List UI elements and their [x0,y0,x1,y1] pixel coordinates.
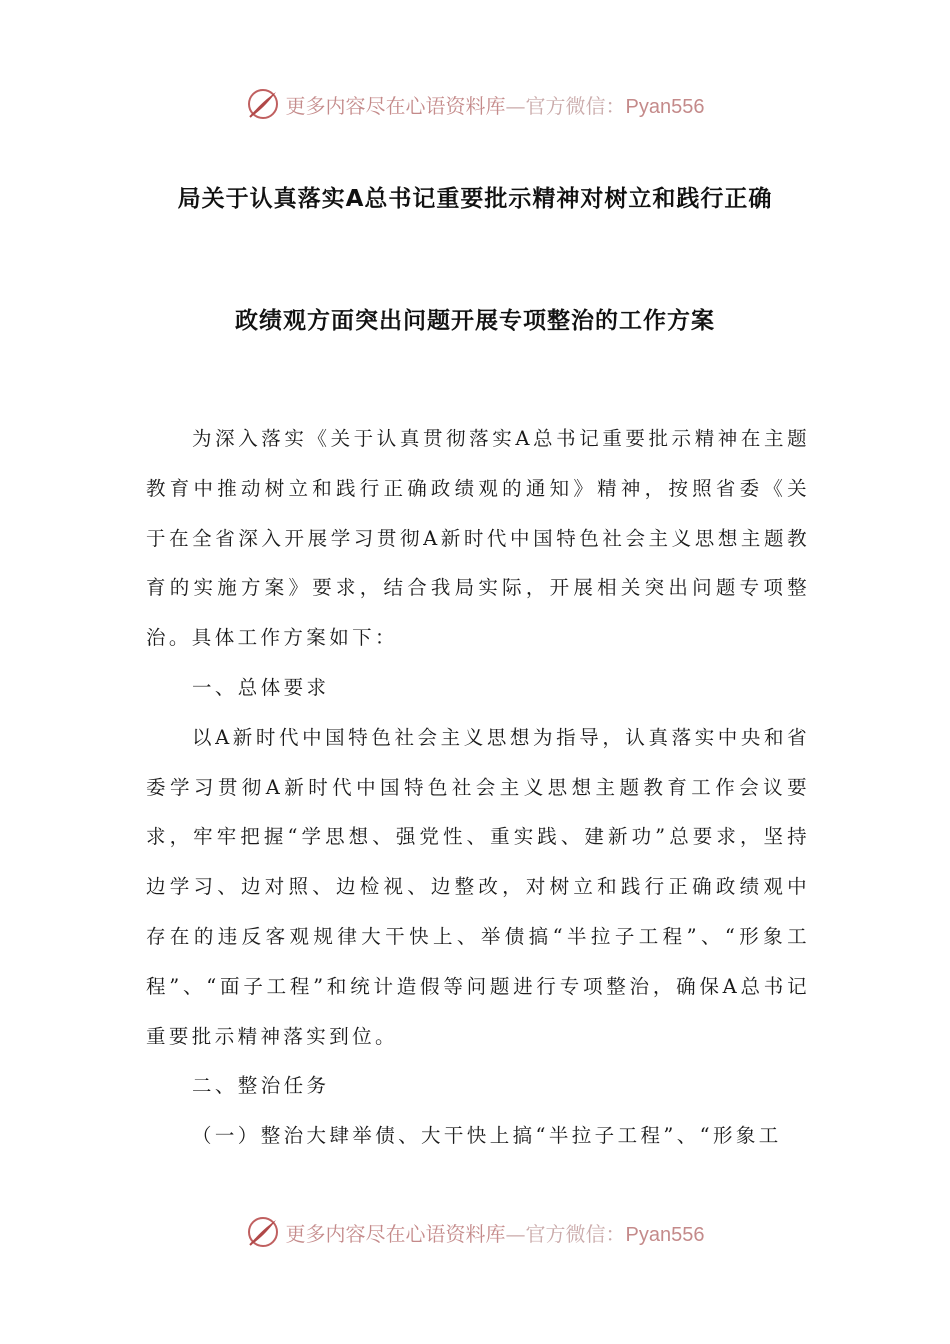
watermark-text [286,90,705,119]
document-title-line-2: 政绩观方面突出问题开展专项整治的工作方案 [235,308,715,334]
paragraph-intro: 为深入落实《关于认真贯彻落实A总书记重要批示精神在主题教育中推动树立和践行正确政绩观的通知》精神，按照省委《关于在全省深入开展学习贯彻A新时代中国特色社会主义思想主题教育的实施方案》要求，结合我局实际，开展相关突出问题专项整治。具体工作方案如下： [146,427,810,650]
watermark-wechat-label: 官方微信： [525,1221,626,1246]
quill-logo-icon [246,1215,280,1249]
watermark-header [0,84,950,124]
watermark-text [286,1218,705,1247]
quill-logo-icon [246,87,280,121]
watermark-brand: 更多内容尽在心语资料库 [285,1221,506,1246]
watermark-wechat-label: 官方微信： [525,93,626,118]
heading-rectification-tasks: 二、整治任务 [192,1074,330,1098]
watermark-footer [0,1212,950,1252]
paragraph-task-1: （一）整治大肆举债、大干快上搞“半拉子工程”、“形象工 [192,1124,782,1148]
watermark-brand: 更多内容尽在心语资料库 [285,93,506,118]
watermark-sep: — [505,93,526,118]
heading-general-requirements: 一、总体要求 [192,675,330,699]
watermark-sep: — [505,1221,526,1246]
watermark-wechat-id: Pyan556 [625,1223,705,1246]
document-body [146,414,810,1161]
watermark-wechat-id: Pyan556 [625,95,705,118]
paragraph-general-requirements: 以A新时代中国特色社会主义思想为指导，认真落实中央和省委学习贯彻A新时代中国特色社会主义思想主题教育工作会议要求，牢牢把握“学思想、强党性、重实践、建新功”总要求，坚持边学习、边对照、边检视、边整改，对树立和践行正确政绩观中存在的违反客观规律大干快上、举债搞“半拉子工程”、“形象工程”、“面子工程”和统计造假等问题进行专项整治，确保A总书记重要批示精神落实到位。 [146,725,810,1048]
document-title-line-1: 局关于认真落实A总书记重要批示精神对树立和践行正确 [177,186,773,212]
